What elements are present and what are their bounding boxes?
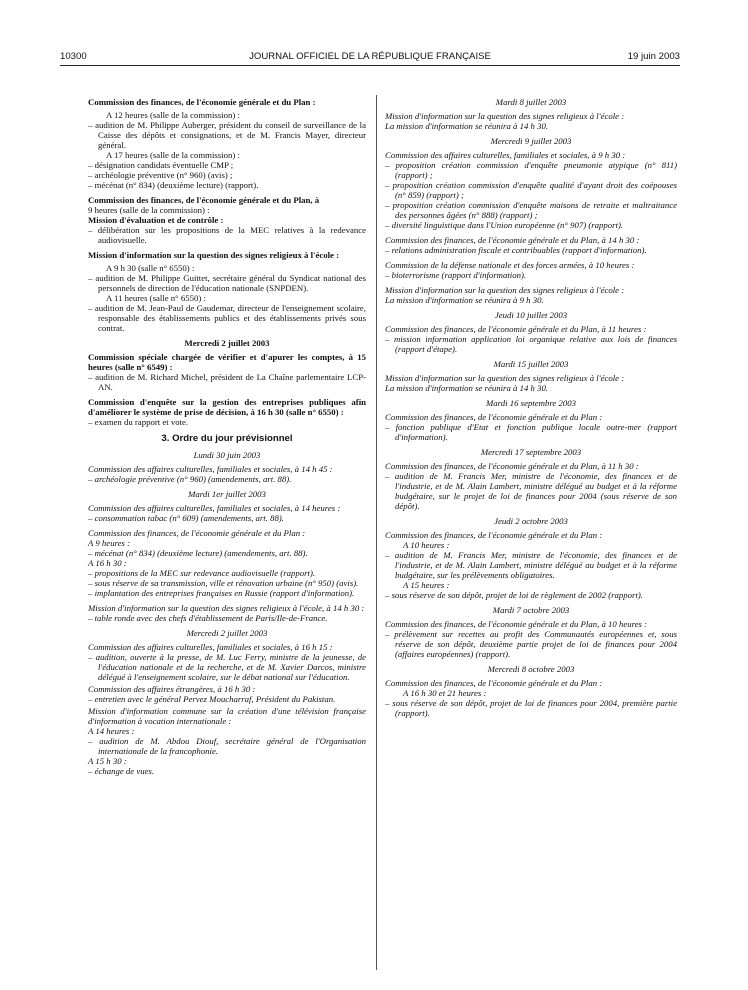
- session-heading-rest: 9 heures (salle de la commission) :: [88, 205, 210, 215]
- agenda-item: – audition de M. Philippe Guittet, secrétaire général du Syndicat national des personnels de direction de l'éducation nationale (SNPDEN).: [88, 273, 366, 293]
- agenda-item: – mission information application loi organique relative aux lois de finances (rapport d'étape).: [385, 334, 677, 354]
- section-title: 3. Ordre du jour prévisionnel: [161, 433, 293, 444]
- agenda-item: – prélèvement sur recettes au profit des Communautés européennes et, sous réserve de son dépôt, deuxième partie projet de loi de finances pour 2004 (affaires européennes) (rapport).: [385, 629, 677, 659]
- session-heading: Mission d'information commune sur la création d'une télévision française d'information à vocation internationale :: [88, 706, 366, 726]
- agenda-item: – examen du rapport et vote.: [88, 417, 189, 427]
- time-slot: A 15 heures :: [403, 580, 450, 590]
- agenda-item: – archéologie préventive (n° 960) (avis) ;: [88, 170, 233, 180]
- issue-date: 19 juin 2003: [627, 51, 680, 62]
- session-heading: Commission des finances, de l'économie générale et du Plan, à 10 heures :: [385, 619, 648, 629]
- date-heading: Mardi 1er juillet 2003: [188, 489, 266, 499]
- session-heading: Mission d'information sur la question des signes religieux à l'école :: [385, 285, 625, 295]
- agenda-item: – diversité linguistique dans l'Union européenne (n° 907) (rapport).: [385, 220, 624, 230]
- time-slot: A 12 heures (salle de la commission) :: [106, 110, 240, 120]
- session-heading: Commission des affaires culturelles, familiales et sociales, à 14 heures :: [88, 503, 341, 513]
- session-heading: Commission des affaires étrangères, à 16 h 30 :: [88, 684, 256, 694]
- session-heading: Commission des finances, de l'économie générale et du Plan, à 14 h 30 :: [385, 235, 640, 245]
- session-subheading: Mission d'évaluation et de contrôle :: [88, 215, 224, 225]
- left-column: [88, 97, 366, 776]
- agenda-item: – audition de M. Philippe Auberger, président du conseil de surveillance de la Caisse des dépôts et consignations, et de M. Francis Mayer, directeur général.: [88, 120, 366, 150]
- agenda-item: – relations administration fiscale et contribuables (rapport d'information).: [385, 245, 647, 255]
- session-heading: Commission de la défense nationale et des forces armées, à 10 heures :: [385, 260, 635, 270]
- agenda-note: La mission d'information se réunira à 9 h 30.: [385, 295, 544, 305]
- date-heading: Mardi 16 septembre 2003: [486, 398, 576, 408]
- agenda-item: – sous réserve de son dépôt, projet de loi de finances pour 2004, première partie (rapport).: [385, 698, 677, 718]
- agenda-item: – proposition création commission d'enquête qualité d'ayant droit des coépouses (n° 859) (rapport) ;: [385, 180, 677, 200]
- date-heading: Mardi 8 juillet 2003: [495, 97, 567, 107]
- time-slot: A 10 heures :: [403, 540, 450, 550]
- time-slot: A 16 h 30 :: [88, 558, 127, 568]
- right-column: [385, 97, 677, 718]
- time-slot: A 9 heures :: [88, 538, 131, 548]
- agenda-item: – proposition création commission d'enquête pneumonie atypique (n° 811) (rapport) ;: [385, 160, 677, 180]
- time-slot: A 11 heures (salle n° 6550) :: [106, 293, 206, 303]
- session-heading: Mission d'information sur la question des signes religieux à l'école :: [88, 250, 340, 260]
- session-heading: Commission des finances, de l'économie générale et du Plan, à: [88, 195, 320, 205]
- agenda-item: – sous réserve de son dépôt, projet de loi de règlement de 2002 (rapport).: [385, 590, 643, 600]
- agenda-item: – archéologie préventive (n° 960) (amendements, art. 88).: [88, 474, 292, 484]
- agenda-item: – propositions de la MEC sur redevance audiovisuelle (rapport).: [88, 568, 316, 578]
- session-heading: Commission des affaires culturelles, familiales et sociales, à 16 h 15 :: [88, 642, 333, 652]
- agenda-item: – délibération sur les propositions de la MEC relatives à la redevance audiovisuelle.: [88, 225, 366, 245]
- session-heading: Commission spéciale chargée de vérifier et d'apurer les comptes, à 15 heures (salle n° 6549) :: [88, 352, 366, 372]
- date-heading: Mercredi 8 octobre 2003: [487, 664, 575, 674]
- agenda-item: – proposition création commission d'enquête maisons de retraite et maltraitance des personnes âgées (n° 888) (rapport) ;: [385, 200, 677, 220]
- agenda-item: – consommation tabac (n° 609) (amendements, art. 88).: [88, 513, 284, 523]
- session-heading: Commission des affaires culturelles, familiales et sociales, à 14 h 45 :: [88, 464, 333, 474]
- date-heading: Jeudi 10 juillet 2003: [494, 310, 568, 320]
- agenda-item: – audition de M. Richard Michel, président de La Chaîne parlementaire LCP-AN.: [88, 372, 366, 392]
- session-heading: Mission d'information sur la question des signes religieux à l'école :: [385, 111, 625, 121]
- session-heading: Commission des finances, de l'économie générale et du Plan, à 11 h 30 :: [385, 461, 639, 471]
- time-slot: A 16 h 30 et 21 heures :: [403, 688, 487, 698]
- session-heading: Commission des affaires culturelles, familiales et sociales, à 9 h 30 :: [385, 150, 626, 160]
- time-slot: A 17 heures (salle de la commission) :: [106, 150, 240, 160]
- session-heading: Commission des finances, de l'économie générale et du Plan :: [385, 412, 603, 422]
- agenda-item: – audition de M. Francis Mer, ministre de l'économie, des finances et de l'industrie, et de M. Alain Lambert, ministre délégué au budget et à la réforme budgétaire, sur le projet de loi de finances pour 2004 (sous réserve de son dépôt).: [385, 471, 677, 511]
- agenda-item: – implantation des entreprises françaises en Russie (rapport d'information).: [88, 588, 355, 598]
- date-heading: Jeudi 2 octobre 2003: [494, 516, 568, 526]
- date-heading: Mardi 15 juillet 2003: [493, 359, 569, 369]
- agenda-note: La mission d'information se réunira à 14 h 30.: [385, 383, 549, 393]
- session-heading: Commission des finances, de l'économie générale et du Plan :: [385, 530, 603, 540]
- agenda-item: – table ronde avec des chefs d'établissement de Paris/Ile-de-France.: [88, 613, 328, 623]
- agenda-item: – mécénat (n° 834) (deuxième lecture) (amendements, art. 88).: [88, 548, 308, 558]
- agenda-item: – audition de M. Abdou Diouf, secrétaire général de l'Organisation internationale de la francophonie.: [88, 736, 366, 756]
- agenda-item: – audition de M. Jean-Paul de Gaudemar, directeur de l'enseignement scolaire, responsable des établissements publics et des établissements privés sous contrat.: [88, 303, 366, 333]
- date-heading: Mercredi 2 juillet 2003: [184, 338, 270, 348]
- header-rule: [60, 65, 680, 66]
- session-heading: Mission d'information sur la question des signes religieux à l'école :: [385, 373, 625, 383]
- time-slot: A 14 heures :: [88, 726, 135, 736]
- date-heading: Mercredi 9 juillet 2003: [490, 136, 572, 146]
- page-number: 10300: [60, 51, 87, 62]
- session-heading: Commission des finances, de l'économie générale et du Plan, à 11 heures :: [385, 324, 647, 334]
- date-heading: Mardi 7 octobre 2003: [492, 605, 570, 615]
- date-heading: Lundi 30 juin 2003: [193, 450, 261, 460]
- agenda-item: – audition, ouverte à la presse, de M. Luc Ferry, ministre de la jeunesse, de l'éducation nationale et de la recherche, et de M. Xavier Darcos, ministre délégué à l'enseignement scolaire, sur le débat national sur l'éducation.: [88, 652, 366, 682]
- time-slot: A 9 h 30 (salle n° 6550) :: [106, 263, 195, 273]
- time-slot: A 15 h 30 :: [88, 756, 127, 766]
- agenda-item: – mécénat (n° 834) (deuxième lecture) (rapport).: [88, 180, 259, 190]
- date-heading: Mercredi 2 juillet 2003: [186, 628, 268, 638]
- page-header: [60, 51, 680, 65]
- session-heading: Commission d'enquête sur la gestion des entreprises publiques afin d'améliorer le système de prise de décision, à 16 h 30 (salle n° 6550) :: [88, 397, 366, 417]
- journal-title: JOURNAL OFFICIEL DE LA RÉPUBLIQUE FRANÇAISE: [249, 51, 491, 62]
- session-heading: Mission d'information sur la question des signes religieux à l'école, à 14 h 30 :: [88, 603, 365, 613]
- agenda-item: – échange de vues.: [88, 766, 155, 776]
- agenda-item: – fonction publique d'Etat et fonction publique locale outre-mer (rapport d'information).: [385, 422, 677, 442]
- agenda-note: La mission d'information se réunira à 14 h 30.: [385, 121, 549, 131]
- agenda-item: – entretien avec le général Pervez Moucharraf, Président du Pakistan.: [88, 694, 336, 704]
- agenda-item: – bioterrorisme (rapport d'information).: [385, 270, 527, 280]
- agenda-item: – désignation candidats éventuelle CMP ;: [88, 160, 234, 170]
- column-divider: [376, 95, 377, 970]
- agenda-item: – audition de M. Francis Mer, ministre de l'économie, des finances et de l'industrie, et de M. Alain Lambert, ministre délégué au budget et à la réforme budgétaire, sur les prélèvements obligatoires.: [385, 550, 677, 580]
- agenda-item: – sous réserve de sa transmission, ville et rénovation urbaine (n° 950) (avis).: [88, 578, 359, 588]
- session-heading: Commission des finances, de l'économie générale et du Plan :: [88, 528, 306, 538]
- session-heading: Commission des finances, de l'économie générale et du Plan :: [88, 97, 316, 107]
- date-heading: Mercredi 17 septembre 2003: [480, 447, 582, 457]
- session-heading: Commission des finances, de l'économie générale et du Plan :: [385, 678, 603, 688]
